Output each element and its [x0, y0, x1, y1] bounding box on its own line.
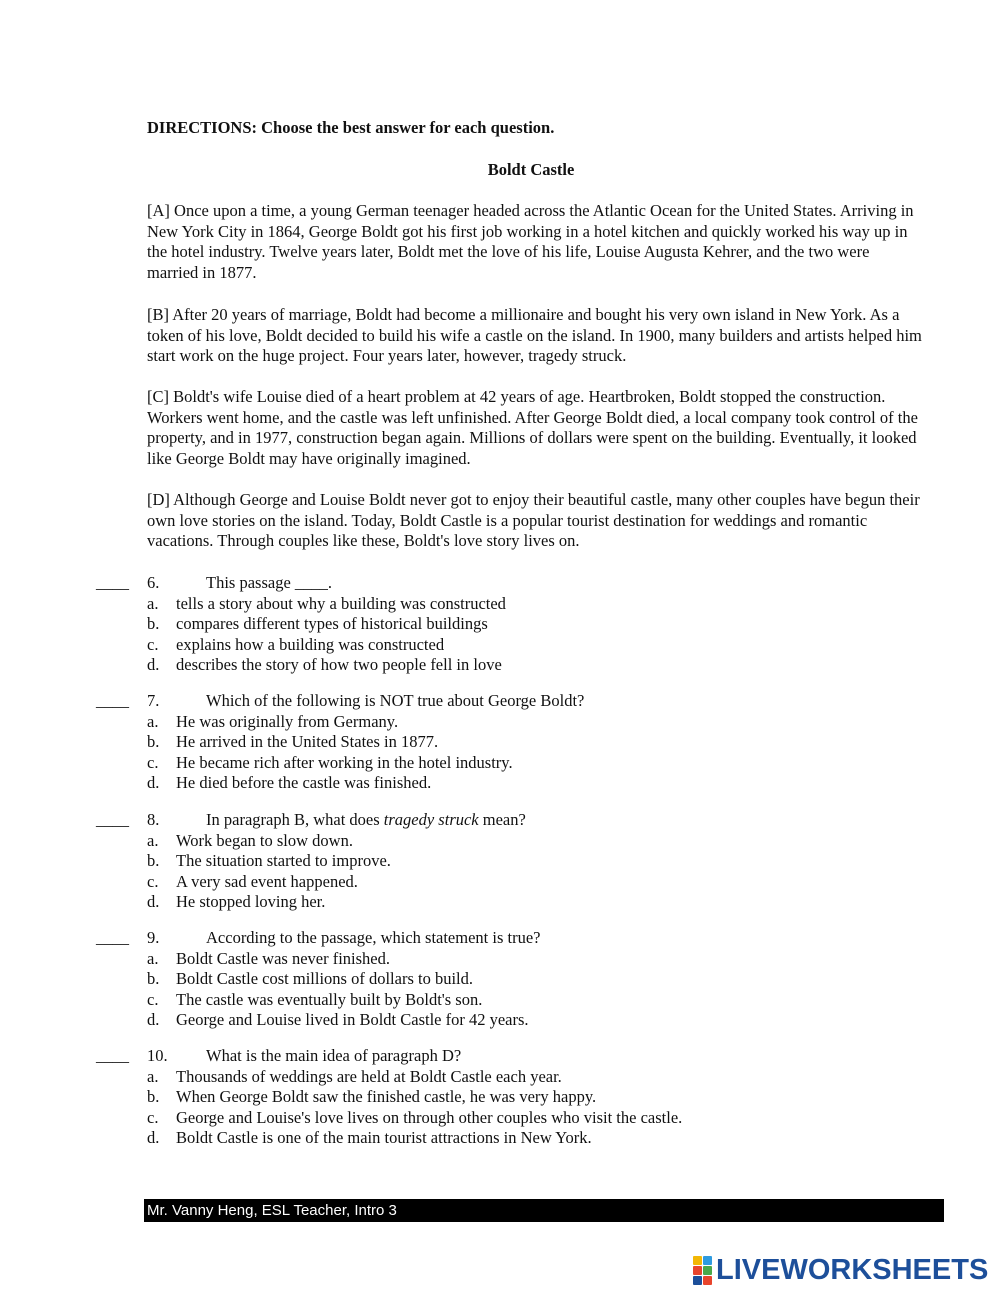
option-letter: c.	[147, 1107, 159, 1127]
logo-tile	[703, 1256, 712, 1265]
option-text: Work began to slow down.	[176, 830, 353, 850]
question-text: According to the passage, which statement is true?	[206, 928, 541, 947]
option-d	[0, 892, 1000, 913]
option-text: tells a story about why a building was constructed	[176, 593, 506, 613]
footer-bar: Mr. Vanny Heng, ESL Teacher, Intro 3	[144, 1199, 944, 1222]
option-text: The castle was eventually built by Boldt's son.	[176, 989, 483, 1009]
option-text: George and Louise's love lives on through other couples who visit the castle.	[176, 1107, 683, 1127]
option-text: compares different types of historical buildings	[176, 614, 488, 634]
question-number: 9.	[147, 928, 160, 947]
paragraph-b: [B] After 20 years of marriage, Boldt had become a millionaire and bought his very own island in New York. As a token of his love, Boldt decided to build his wife a castle on the island. In 1900, many builders and artists helped him start work on the huge project. Four years later, however, tragedy struck.	[147, 305, 922, 366]
paragraph-a: [A] Once upon a time, a young German teenager headed across the Atlantic Ocean for the United States. Arriving in New York City in 1864, George Boldt got his first job working in a hotel kitchen and quickly worked his way up in the hotel industry. Twelve years later, Boldt met the love of his life, Louise Augusta Kehrer, and the two were married in 1877.	[147, 201, 914, 283]
answer-blank[interactable]: ____	[96, 928, 129, 947]
option-letter: b.	[147, 851, 160, 871]
option-letter: b.	[147, 732, 160, 752]
answer-blank[interactable]: ____	[96, 810, 129, 829]
question-10	[0, 1046, 1000, 1149]
logo-tile	[693, 1266, 702, 1275]
option-d	[0, 773, 1000, 794]
option-letter: c.	[147, 871, 159, 891]
option-letter: d.	[147, 1010, 160, 1030]
option-letter: a.	[147, 593, 159, 613]
option-text: The situation started to improve.	[176, 851, 391, 871]
option-text: Boldt Castle cost millions of dollars to build.	[176, 969, 473, 989]
option-c	[0, 872, 1000, 893]
option-text: Thousands of weddings are held at Boldt Castle each year.	[176, 1066, 562, 1086]
option-c	[0, 990, 1000, 1011]
option-text: He became rich after working in the hotel industry.	[176, 752, 513, 772]
option-d	[0, 1128, 1000, 1149]
liveworksheets-logo-icon	[693, 1256, 712, 1285]
option-text: He stopped loving her.	[176, 892, 326, 912]
option-letter: d.	[147, 773, 160, 793]
question-text-italic: tragedy struck	[383, 810, 479, 829]
option-a	[0, 594, 1000, 615]
brand-text: LIVEWORKSHEETS	[716, 1254, 989, 1286]
question-text: What is the main idea of paragraph D?	[206, 1046, 462, 1065]
question-7	[0, 691, 1000, 794]
question-number: 6.	[147, 573, 160, 592]
question-text: Which of the following is NOT true about George Boldt?	[206, 691, 585, 710]
option-letter: b.	[147, 614, 160, 634]
directions: DIRECTIONS: Choose the best answer for each question.	[147, 118, 555, 137]
option-a	[0, 831, 1000, 852]
option-letter: a.	[147, 1066, 159, 1086]
option-c	[0, 753, 1000, 774]
answer-blank[interactable]: ____	[96, 691, 129, 710]
option-b	[0, 969, 1000, 990]
question-number: 7.	[147, 691, 160, 710]
option-text: describes the story of how two people fell in love	[176, 655, 502, 675]
option-letter: d.	[147, 892, 160, 912]
question-text	[206, 810, 526, 831]
option-text: He died before the castle was finished.	[176, 773, 432, 793]
option-text: He arrived in the United States in 1877.	[176, 732, 439, 752]
option-text: George and Louise lived in Boldt Castle for 42 years.	[176, 1010, 529, 1030]
logo-tile	[703, 1276, 712, 1285]
option-letter: b.	[147, 969, 160, 989]
option-b	[0, 851, 1000, 872]
paragraph-c: [C] Boldt's wife Louise died of a heart problem at 42 years of age. Heartbroken, Boldt stopped the construction. Workers went home, and the castle was left unfinished. After George Boldt died, a local company took control of the property, and in 1977, construction began again. Millions of dollars were spent on the building. Eventually, it looked like George Boldt may have originally imagined.	[147, 387, 918, 469]
option-c	[0, 635, 1000, 656]
option-a	[0, 949, 1000, 970]
question-9	[0, 928, 1000, 1031]
option-b	[0, 732, 1000, 753]
option-letter: a.	[147, 830, 159, 850]
option-text: explains how a building was constructed	[176, 634, 445, 654]
option-text: When George Boldt saw the finished castle, he was very happy.	[176, 1087, 597, 1107]
option-letter: d.	[147, 1128, 160, 1148]
option-letter: b.	[147, 1087, 160, 1107]
option-a	[0, 712, 1000, 733]
option-letter: c.	[147, 989, 159, 1009]
option-letter: c.	[147, 634, 159, 654]
liveworksheets-brand	[693, 1256, 988, 1284]
answer-blank[interactable]: ____	[96, 573, 129, 592]
logo-tile	[693, 1256, 702, 1265]
paragraph-d: [D] Although George and Louise Boldt never got to enjoy their beautiful castle, many other couples have begun their own love stories on the island. Today, Boldt Castle is a popular tourist destination for weddings and romantic vacations. Through couples like these, Boldt's love story lives on.	[147, 490, 920, 551]
question-number: 10.	[147, 1046, 168, 1065]
option-text: A very sad event happened.	[176, 871, 358, 891]
option-c	[0, 1108, 1000, 1129]
answer-blank[interactable]: ____	[96, 1046, 129, 1065]
question-number: 8.	[147, 810, 160, 829]
question-text-before: In paragraph B, what does	[206, 810, 384, 829]
option-b	[0, 1087, 1000, 1108]
option-letter: a.	[147, 948, 159, 968]
option-d	[0, 655, 1000, 676]
option-d	[0, 1010, 1000, 1031]
option-text: Boldt Castle is one of the main tourist attractions in New York.	[176, 1128, 592, 1148]
option-a	[0, 1067, 1000, 1088]
question-text: This passage ____.	[206, 573, 333, 592]
option-text: Boldt Castle was never finished.	[176, 948, 391, 968]
option-letter: a.	[147, 711, 159, 731]
question-text-after: mean?	[478, 810, 526, 829]
option-b	[0, 614, 1000, 635]
passage-title: Boldt Castle	[487, 160, 575, 179]
question-6	[0, 573, 1000, 676]
question-8	[0, 810, 1000, 913]
logo-tile	[703, 1266, 712, 1275]
option-letter: c.	[147, 752, 159, 772]
option-text: He was originally from Germany.	[176, 711, 399, 731]
logo-tile	[693, 1276, 702, 1285]
option-letter: d.	[147, 655, 160, 675]
